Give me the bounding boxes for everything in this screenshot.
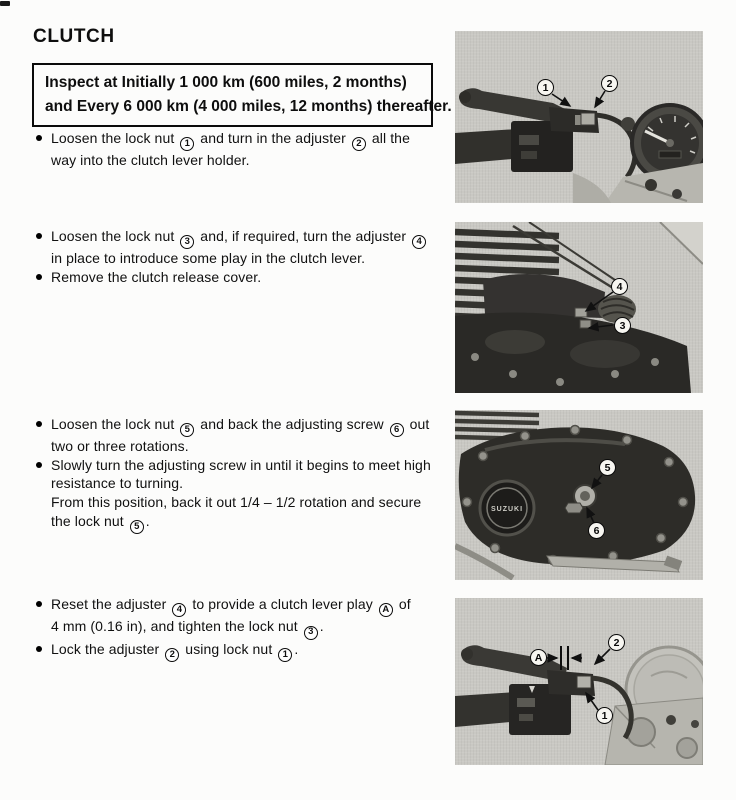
bullet-dot [36,233,42,239]
bullet-item [33,415,448,456]
bullet-dot [36,646,42,652]
callout-arrows [552,91,605,107]
bullet-text: Remove the clutch release cover. [51,268,262,285]
circled-ref-5: 5 [180,423,194,437]
gauge-bracket [605,698,703,765]
photo-lever-play-illustration [455,598,703,765]
interval-line-2: and Every 6 000 km (4 000 miles, 12 months) thereafter. [45,98,452,115]
photo-clutch-release-cover [455,410,703,580]
callout-4: 4 [611,278,628,295]
circled-ref-5: 5 [130,520,144,534]
callout-2: 2 [601,75,618,92]
circled-ref-2: 2 [352,137,366,151]
callout-1: 1 [596,707,613,724]
photo-cable-adjuster-engine [455,222,703,393]
bullet-text: Loosen the lock nut 5 and back the adjusting screw 6 out two or three rotations. [51,416,430,455]
photo-engine-illustration [455,222,703,393]
circled-ref-A: A [379,603,393,617]
callout-A: A [530,649,547,666]
circled-ref-3: 3 [304,626,318,640]
scan-artifact [0,1,10,6]
callout-6: 6 [588,522,605,539]
text-section [33,415,448,534]
gauge-bracket [573,163,703,203]
text-section [33,227,448,286]
callout-2: 2 [608,634,625,651]
bullet-item [33,227,448,268]
circled-ref-1: 1 [278,648,292,662]
bullet-dot [36,601,42,607]
bullet-dot [36,274,42,280]
callout-3: 3 [614,317,631,334]
page-title: CLUTCH [33,26,115,47]
suzuki-badge [480,481,534,535]
callout-1: 1 [537,79,554,96]
clutch-lever-assembly [455,88,635,177]
circled-ref-1: 1 [180,137,194,151]
circled-ref-2: 2 [165,648,179,662]
circled-ref-4: 4 [412,235,426,249]
bullet-item [33,456,448,534]
bullet-dot [36,421,42,427]
bullet-text: Loosen the lock nut 1 and turn in the adjuster 2 all the way into the clutch lever holder. [51,130,410,169]
bullet-text: Lock the adjuster 2 using lock nut 1 . [51,640,448,662]
text-section [33,129,448,170]
bullet-dot [36,135,42,141]
interval-line-1: Inspect at Initially 1 000 km (600 miles, 2 months) [45,74,407,91]
callout-5: 5 [599,459,616,476]
suzuki-badge-text: SUZUKI [490,506,524,513]
text-section [33,595,448,662]
photo-cover-illustration [455,410,703,580]
bullet-text: Loosen the lock nut 3 and, if required, turn the adjuster 4 in place to introduce some play in the clutch lever. [51,227,448,268]
photo-clutch-lever-play [455,598,703,765]
photo-clutch-lever-illustration [455,31,703,203]
bullet-dot [36,462,42,468]
bullet-item [33,595,448,640]
bullet-item [33,129,448,170]
maintenance-interval-box [32,63,452,127]
circled-ref-4: 4 [172,603,186,617]
bullet-item [33,268,448,287]
circled-ref-6: 6 [390,423,404,437]
bullet-text: Slowly turn the adjusting screw in until it begins to meet high resistance to turning. From this position, back it out 1/4 – 1/2 rotation and secure the lock nut 5 . [51,456,448,534]
circled-ref-3: 3 [180,235,194,249]
bullet-text: Reset the adjuster 4 to provide a clutch lever play A of 4 mm (0.16 in), and tighten the lock nut 3 . [51,595,448,640]
photo-clutch-lever-adjusters [455,31,703,203]
bullet-item [33,640,448,662]
